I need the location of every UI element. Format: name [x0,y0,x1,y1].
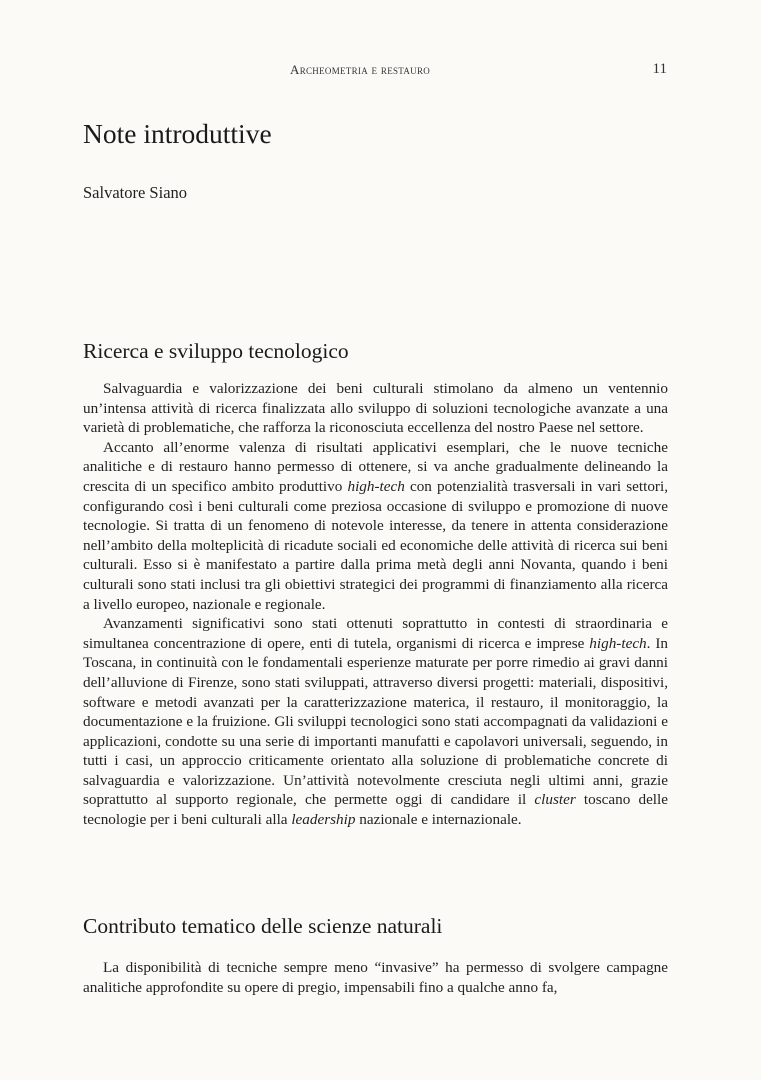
paragraph: Salvaguardia e valorizzazione dei beni culturali stimolano da almeno un ventennio un’intensa attività di ricerca finalizzata allo sviluppo di soluzioni tecnologiche avanzate a una varietà di problematiche, che rafforza la riconosciuta eccellenza del nostro Paese nel settore. [83,380,668,437]
section-1-body [83,379,668,830]
author-name: Salvatore Siano [83,183,188,202]
section-heading-1: Ricerca e sviluppo tecnologico [83,339,349,363]
page-number: 11 [652,61,667,77]
section-2-body [83,958,668,997]
chapter-title: Note introduttive [83,118,272,149]
paragraph: Avanzamenti significativi sono stati ottenuti soprattutto in contesti di straordinaria e simultanea concentrazione di opere, enti di tutela, organismi di ricerca e imprese high-tech. In Toscana, in continuità con le fondamentali esperienze maturate per porre rimedio ai gravi danni dell’alluvione di Firenze, sono stati sviluppati, attraverso diversi progetti: materiali, dispositivi, software e metodi avanzati per la caratterizzazione materica, il restauro, il monitoraggio, la documentazione e la fruizione. Gli sviluppi tecnologici sono stati accompagnati da validazioni e applicazioni, condotte su una serie di importanti manufatti e capolavori universali, seguendo, in tutti i casi, un approccio criticamente orientato alla soluzione di problematiche concrete di salvaguardia e valorizzazione. Un’attività notevolmente cresciuta negli ultimi anni, grazie soprattutto al supporto regionale, che permette oggi di candidare il cluster toscano delle tecnologie per i beni culturali alla leadership nazionale e internazionale. [83,615,668,829]
paragraph: La disponibilità di tecniche sempre meno “invasive” ha permesso di svolgere campagne analitiche approfondite su opere di pregio, impensabili fino a qualche anno fa, [83,959,668,996]
running-header: Archeometria e restauro [290,62,431,77]
section-heading-2: Contributo tematico delle scienze naturali [83,914,443,938]
paragraph: Accanto all’enorme valenza di risultati applicativi esemplari, che le nuove tecniche analitiche e di restauro hanno permesso di ottenere, si va anche gradualmente delineando la crescita di un specifico ambito produttivo high-tech con potenzialità trasversali in vari settori, configurando così i beni culturali come preziosa occasione di sviluppo e promozione di nuove tecnologie. Si tratta di un fenomeno di notevole interesse, da tenere in attenta considerazione nell’ambito della molteplicità di ricadute sociali ed economiche delle attività di ricerca sui beni culturali. Esso si è manifestato a partire dalla prima metà degli anni Novanta, quando i beni culturali sono stati inclusi tra gli obiettivi strategici dei programmi di finanziamento alla ricerca a livello europeo, nazionale e regionale. [83,438,668,613]
